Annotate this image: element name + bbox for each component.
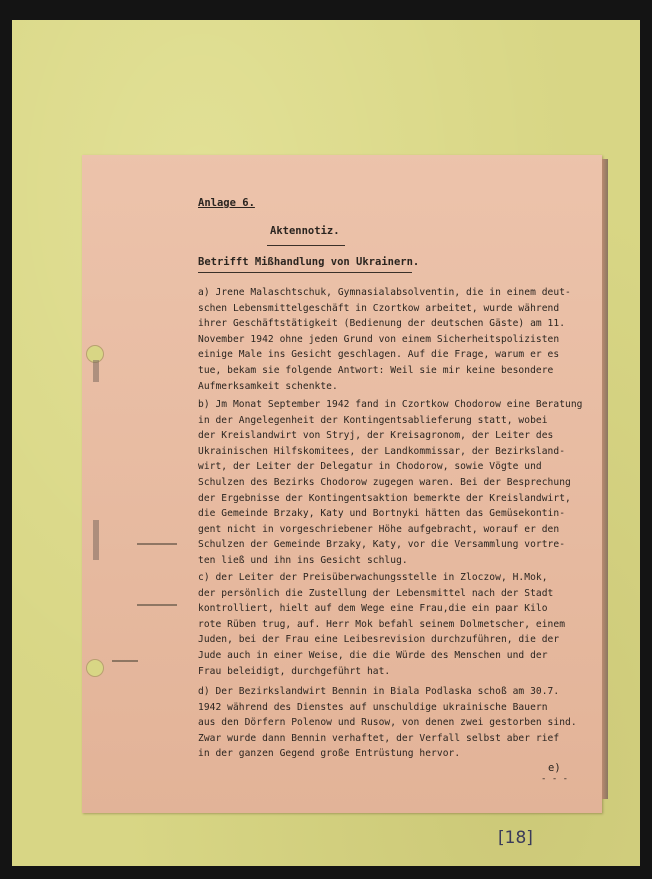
typed-line: der Ergebnisse der Kontingentsaktion bemerkte der Kreislandwirt,: [198, 492, 571, 504]
typed-line: Frau beleidigt, durchgeführt hat.: [198, 665, 391, 677]
typed-line: Schulzen der Gemeinde Brzaky, Katy, vor die Versammlung vortre-: [198, 539, 566, 551]
punch-hole-bottom: [86, 659, 104, 677]
typed-line: einige Male ins Gesicht geschlagen. Auf die Frage, warum er es: [198, 349, 560, 361]
subject-underline: [198, 272, 412, 273]
typed-line: a) Jrene Malaschtschuk, Gymnasialabsolventin, die in einem deut-: [198, 287, 571, 298]
typed-line: in der Angelegenheit der Kontingentsablieferung statt, wobei: [198, 414, 548, 426]
typed-line: der Kreislandwirt von Stryj, der Kreisagronom, der Leiter des: [198, 430, 554, 442]
typed-line: Aufmerksamkeit schenkte.: [198, 380, 338, 392]
paragraph-a: [198, 285, 592, 394]
typed-line: kontrolliert, hielt auf dem Wege eine Frau,die ein paar Kilo: [198, 603, 548, 615]
typed-line: tue, bekam sie folgende Antwort: Weil sie mir keine besondere: [198, 364, 554, 376]
typed-line: 1942 während des Dienstes auf unschuldige ukrainische Bauern: [198, 701, 548, 713]
subject-line: Betrifft Mißhandlung von Ukrainern.: [198, 256, 420, 268]
typed-line: Schulzen des Bezirks Chodorow zugegen waren. Bei der Besprechung: [198, 476, 571, 488]
annex-label: Anlage 6.: [198, 197, 255, 209]
paragraph-d: [198, 684, 592, 762]
sheet-edge-shadow: [93, 520, 99, 560]
typed-line: Zwar wurde dann Bennin verhaftet, der Verfall selbst aber rief: [198, 732, 560, 744]
sheet-edge-shadow: [93, 360, 99, 382]
margin-mark: [137, 604, 177, 606]
margin-mark: [112, 660, 138, 662]
typed-line: d) Der Bezirkslandwirt Bennin in Biala Podlaska schoß am 30.7.: [198, 686, 560, 697]
typed-line: gent nicht in vorgeschriebener Höhe aufgebracht, worauf er den: [198, 523, 560, 535]
typed-line: wirt, der Leiter der Delegatur in Chodorow, sowie Vögte und: [198, 461, 542, 473]
typed-line: Jude auch in einer Weise, die die Würde des Menschen und der: [198, 649, 548, 661]
typed-line: c) der Leiter der Preisüberwachungsstelle in Zloczow, H.Mok,: [198, 572, 548, 583]
title-underline: [267, 245, 345, 246]
typed-line: aus den Dörfern Polenow und Rusow, von denen zwei gestorben sind.: [198, 717, 577, 729]
typed-line: die Gemeinde Brzaky, Katy und Bortnyki hätten das Gemüsekontin-: [198, 508, 566, 520]
paragraph-b: [198, 397, 592, 569]
continuation-dashes: - - -: [541, 774, 569, 784]
typed-line: in der ganzen Gegend große Entrüstung hervor.: [198, 748, 461, 760]
typed-line: der persönlich die Zustellung der Lebensmittel nach der Stadt: [198, 587, 554, 599]
continuation-marker: e): [548, 762, 561, 774]
paragraph-c: [198, 570, 592, 679]
typed-line: November 1942 ohne jeden Grund von einem Sicherheitspolizisten: [198, 333, 560, 345]
typed-line: ihrer Geschäftstätigkeit (Bedienung der deutschen Gäste) am 11.: [198, 318, 566, 330]
typed-line: rote Rüben trug, auf. Herr Mok befahl seinem Dolmetscher, einem: [198, 618, 566, 630]
typed-line: Ukrainischen Hilfskomitees, der Landkommissar, der Bezirksland-: [198, 445, 566, 457]
typed-line: Juden, bei der Frau eine Leibesrevision durchzuführen, die der: [198, 634, 560, 646]
typed-line: ten ließ und ihn ins Gesicht schlug.: [198, 554, 408, 566]
archive-page-number: [18]: [498, 828, 533, 848]
typed-line: b) Jm Monat September 1942 fand in Czortkow Chodorow eine Beratung: [198, 399, 583, 410]
margin-mark: [137, 543, 177, 545]
document-title: Aktennotiz.: [270, 225, 340, 237]
typed-line: schen Lebensmittelgeschäft in Czortkow arbeitet, wurde während: [198, 302, 560, 314]
